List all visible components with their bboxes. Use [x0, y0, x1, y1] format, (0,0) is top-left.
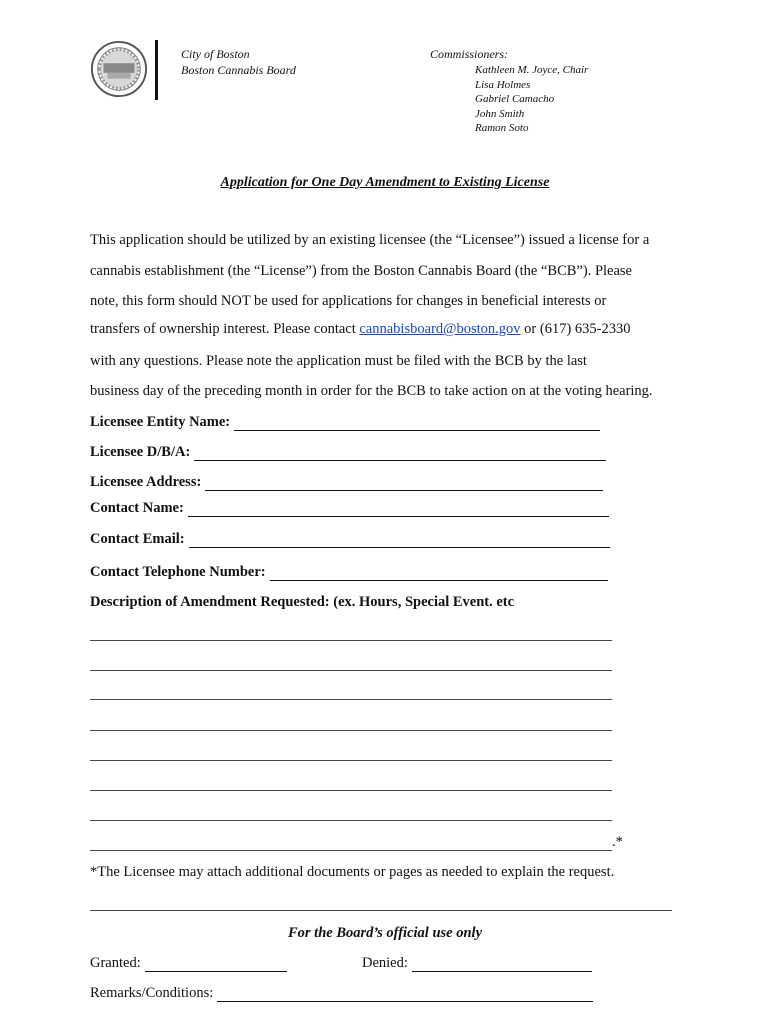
- commissioner-name: Kathleen M. Joyce, Chair: [475, 64, 589, 76]
- dba-field[interactable]: [90, 444, 606, 461]
- address-blank[interactable]: [205, 478, 603, 491]
- org-block: [181, 46, 296, 78]
- granted-blank[interactable]: [145, 959, 287, 972]
- granted-field[interactable]: [90, 955, 287, 972]
- field-label: Contact Telephone Number:: [90, 564, 266, 580]
- description-label: [90, 594, 514, 611]
- field-label: Contact Email:: [90, 531, 185, 547]
- form-title: Application for One Day Amendment to Existing License: [220, 175, 550, 190]
- denied-label: Denied:: [362, 955, 408, 971]
- intro-line: business day of the preceding month in order for the BCB to take action on at the voting hearing.: [90, 383, 653, 399]
- field-label: Contact Name:: [90, 500, 184, 516]
- granted-label: Granted:: [90, 955, 141, 971]
- field-label: Licensee Entity Name:: [90, 414, 231, 430]
- contact-name-field[interactable]: [90, 500, 609, 517]
- commissioner-name: John Smith: [475, 107, 525, 120]
- contact-email-field[interactable]: [90, 531, 610, 548]
- contact-name-blank[interactable]: [188, 504, 609, 517]
- intro-line: [90, 321, 630, 338]
- description-line[interactable]: [90, 790, 612, 791]
- description-line[interactable]: [90, 699, 612, 700]
- email-link[interactable]: cannabisboard@boston.gov: [359, 321, 521, 337]
- contact-email-blank[interactable]: [189, 535, 610, 548]
- commissioners-list: [475, 63, 588, 136]
- field-label: Description of Amendment Requested: (ex. Hours, Special Event. etc: [90, 594, 515, 610]
- description-line[interactable]: [90, 670, 612, 671]
- footnote: *The Licensee may attach additional documents or pages as needed to explain the request.: [90, 864, 615, 880]
- description-line[interactable]: [90, 850, 612, 851]
- header-divider: [155, 40, 158, 100]
- remarks-field[interactable]: [90, 985, 593, 1002]
- intro-line: This application should be utilized by an existing licensee (the “Licensee”) issued a license for a: [90, 232, 650, 248]
- contact-phone-field[interactable]: [90, 564, 608, 581]
- intro-text: or (617) 635-2330: [520, 321, 631, 337]
- field-label: Licensee D/B/A:: [90, 444, 191, 460]
- field-label: Licensee Address:: [90, 474, 202, 490]
- description-line[interactable]: [90, 820, 612, 821]
- intro-line: cannabis establishment (the “License”) from the Boston Cannabis Board (the “BCB”). Please: [90, 263, 632, 279]
- address-field[interactable]: [90, 474, 603, 491]
- intro-text: transfers of ownership interest. Please contact: [90, 321, 360, 337]
- org-board: Boston Cannabis Board: [181, 63, 296, 77]
- dba-blank[interactable]: [194, 448, 606, 461]
- entity-name-field[interactable]: [90, 414, 600, 431]
- description-end-mark: .*: [612, 834, 623, 850]
- denied-blank[interactable]: [412, 959, 592, 972]
- org-city: City of Boston: [181, 47, 250, 61]
- commissioners-label: Commissioners:: [430, 47, 509, 61]
- section-divider: [90, 910, 672, 911]
- description-line[interactable]: [90, 640, 612, 641]
- intro-line: with any questions. Please note the application must be filed with the BCB by the last: [90, 353, 587, 369]
- description-line[interactable]: [90, 730, 612, 731]
- city-seal-logo: [90, 40, 148, 98]
- commissioner-name: Gabriel Camacho: [475, 93, 555, 105]
- denied-field[interactable]: [362, 955, 592, 972]
- official-use-heading: For the Board’s official use only: [287, 925, 482, 941]
- entity-name-blank[interactable]: [234, 418, 600, 431]
- contact-phone-blank[interactable]: [270, 568, 608, 581]
- commissioner-name: Ramon Soto: [475, 122, 529, 134]
- remarks-blank[interactable]: [217, 989, 593, 1002]
- intro-paragraph: [90, 232, 690, 402]
- remarks-label: Remarks/Conditions:: [90, 985, 214, 1001]
- commissioner-name: Lisa Holmes: [475, 78, 531, 91]
- description-line[interactable]: [90, 760, 612, 761]
- intro-line: note, this form should NOT be used for applications for changes in beneficial interests or: [90, 293, 607, 309]
